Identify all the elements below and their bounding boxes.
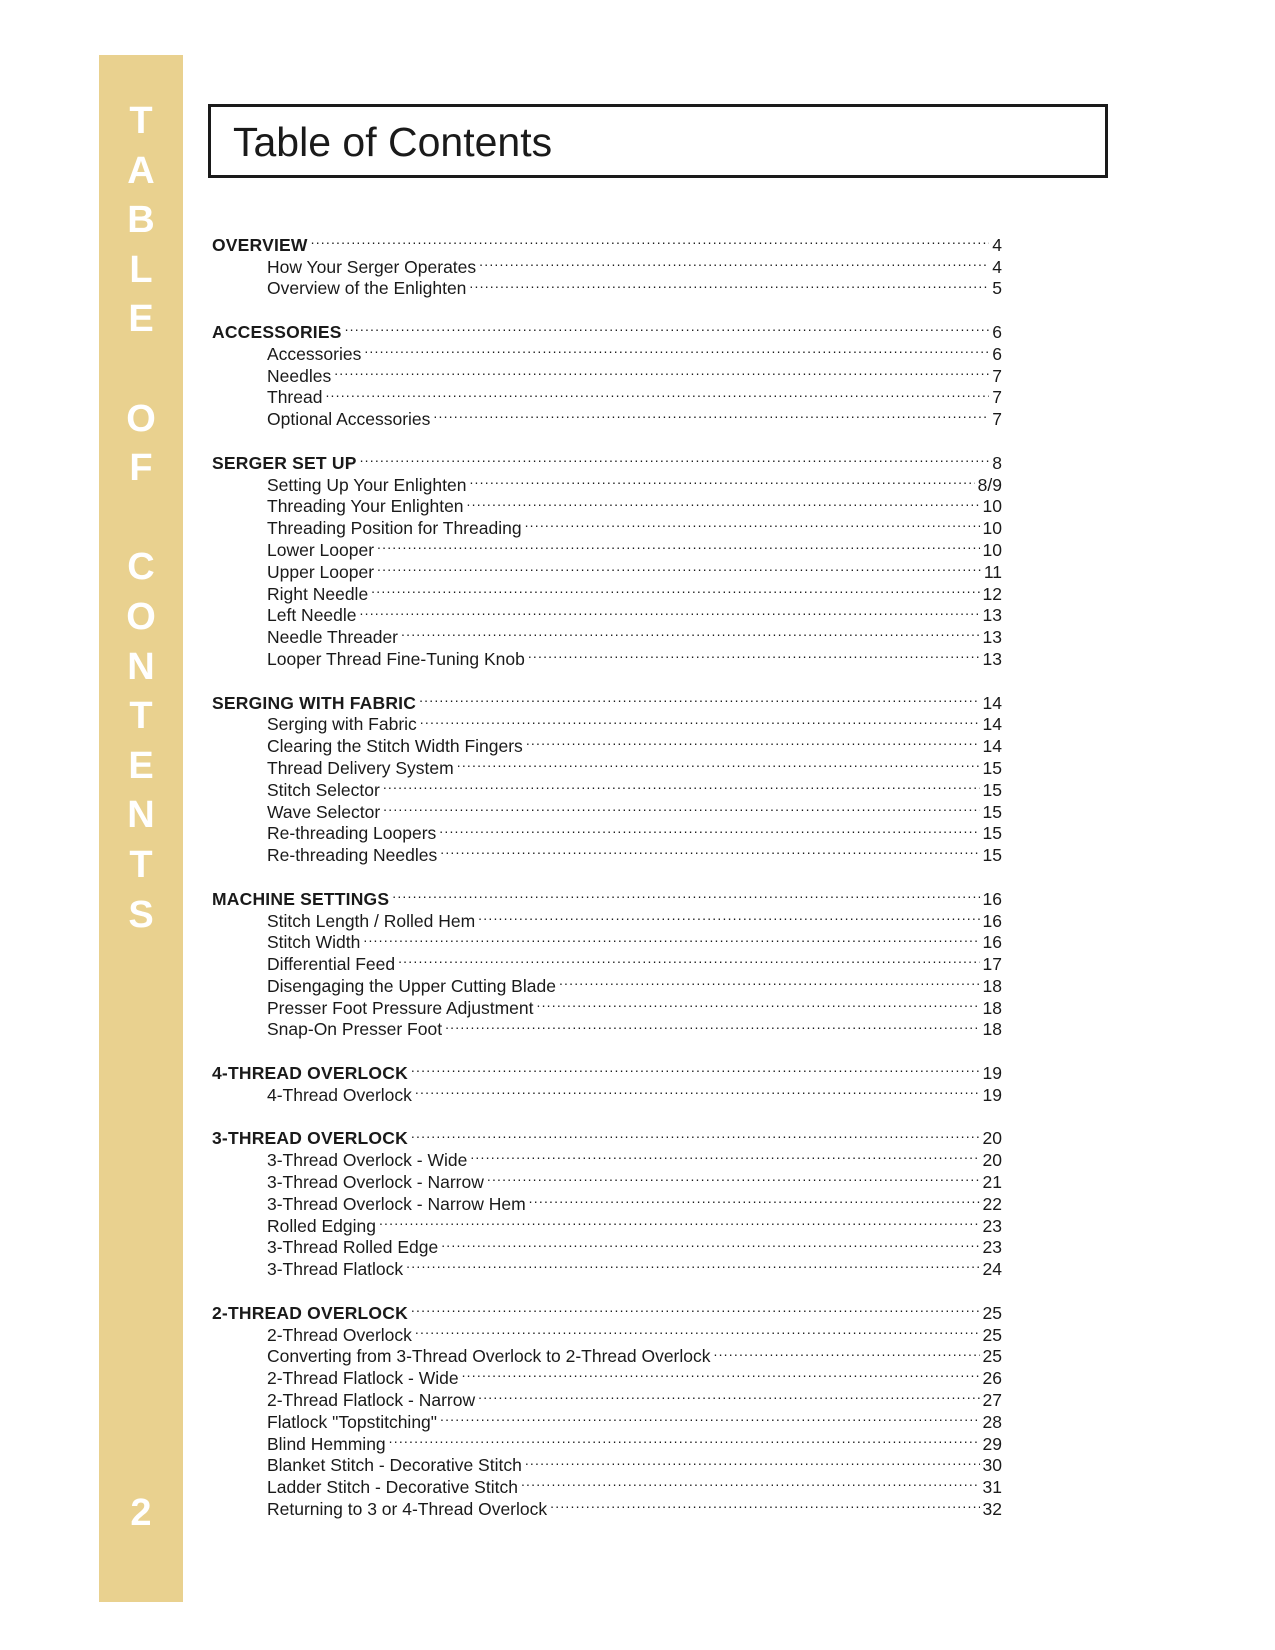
dot-leader [478,905,979,927]
dot-leader [334,360,989,382]
toc-entry-label: Threading Position for Threading [267,518,522,539]
toc-entry [212,382,1002,408]
dot-leader [389,1428,980,1450]
side-band-letter: B [127,199,155,242]
toc-entry-label: Needles [267,365,332,386]
toc-entry [212,251,1002,277]
toc-section [212,1057,1002,1105]
dot-leader [311,229,990,251]
toc-entry-page: 21 [982,1172,1002,1193]
toc-heading-page: 8 [992,452,1002,473]
toc-entry-page: 5 [992,278,1002,299]
toc-entry-page: 14 [982,714,1002,735]
toc-section [212,316,1002,430]
toc-entry-label: How Your Serger Operates [267,256,477,277]
toc-heading-page: 4 [992,234,1002,255]
toc-entry-label: Looper Thread Fine-Tuning Knob [267,648,525,669]
toc-entry-label: Stitch Selector [267,779,380,800]
toc-entry [212,403,1002,430]
dot-leader [478,1384,979,1406]
toc-entry-page: 30 [982,1455,1002,1476]
toc-entry-page: 10 [982,518,1002,539]
dot-leader [383,796,979,818]
toc-heading [212,447,1002,473]
toc-entry-label: Stitch Width [267,932,361,953]
dot-leader [479,251,989,273]
toc-entry-page: 13 [982,648,1002,669]
toc-entry-page: 15 [982,757,1002,778]
toc-section [212,883,1002,1040]
toc-heading-label: MACHINE SETTINGS [212,888,390,909]
toc-entry-label: Setting Up Your Enlighten [267,474,467,495]
side-band-letter [99,494,183,544]
toc-entry-label: Lower Looper [267,539,375,560]
dot-leader [445,1014,979,1036]
dot-leader [714,1341,980,1363]
toc-entry-page: 6 [992,343,1002,364]
dot-leader [360,600,980,622]
toc-heading-page: 16 [982,888,1002,909]
toc-entry-page: 7 [992,387,1002,408]
toc-section [212,229,1002,299]
dot-leader [469,273,989,295]
toc-heading [212,229,1002,255]
toc-entry-page: 29 [982,1433,1002,1454]
toc-entry-label: Thread [267,387,323,408]
toc-entry-page: 10 [982,496,1002,517]
dot-leader [469,469,974,491]
side-band-vertical-title [99,97,183,940]
dot-leader [433,403,989,425]
toc-entry-page: 20 [982,1150,1002,1171]
dot-leader [529,1188,980,1210]
dot-leader [439,818,979,840]
dot-leader [537,992,980,1014]
toc-entry-label: 3-Thread Overlock - Narrow Hem [267,1193,526,1214]
toc-entry-label: Flatlock "Topstitching" [267,1411,437,1432]
toc-entry-page: 27 [982,1390,1002,1411]
dot-leader [420,709,980,731]
toc-entry-page: 22 [982,1193,1002,1214]
dot-leader [415,1079,980,1101]
toc-entry-page: 17 [982,954,1002,975]
toc-section [212,1123,1002,1280]
toc-entry-label: 2-Thread Overlock [267,1324,412,1345]
side-band-letter: O [126,595,156,638]
toc-entry-page: 8/9 [977,474,1002,495]
dot-leader [525,512,980,534]
dot-leader [364,338,989,360]
toc-entry-page: 18 [982,1019,1002,1040]
dot-leader [383,774,980,796]
toc-entry-page: 16 [982,910,1002,931]
toc-entry-page: 12 [982,583,1002,604]
toc-entry-page: 18 [982,975,1002,996]
toc-entry-label: Clearing the Stitch Width Fingers [267,736,523,757]
toc-heading [212,1123,1002,1149]
dot-leader [526,730,980,752]
toc-entry-label: Needle Threader [267,627,399,648]
side-band-letter: T [129,843,153,886]
toc-entry-label: Accessories [267,343,362,364]
dot-leader [411,1057,980,1079]
toc-entry-page: 7 [992,365,1002,386]
side-band-letter: O [126,397,156,440]
toc-heading [212,883,1002,909]
toc-heading-label: OVERVIEW [212,234,308,255]
side-band-letter: A [127,149,155,192]
dot-leader [411,1297,980,1319]
dot-leader [440,1406,980,1428]
toc-entry-label: Converting from 3-Thread Overlock to 2-Thread Overlock [267,1346,711,1367]
toc-entry-page: 28 [982,1411,1002,1432]
toc-heading-page: 19 [982,1063,1002,1084]
toc-entry-label: Presser Foot Pressure Adjustment [267,997,534,1018]
side-band [99,55,183,1602]
toc-entry-page: 26 [982,1368,1002,1389]
dot-leader [363,927,979,949]
toc-entry-page: 11 [983,561,1002,582]
dot-leader [528,643,980,665]
dot-leader [360,447,990,469]
side-band-letter: T [129,695,153,738]
dot-leader [440,839,979,861]
toc-entry-page: 25 [982,1346,1002,1367]
toc-heading-page: 20 [982,1128,1002,1149]
side-band-letter: L [129,248,153,291]
dot-leader [550,1493,979,1515]
toc-entry-page: 25 [982,1324,1002,1345]
toc-entry-page: 4 [992,256,1002,277]
dot-leader [325,382,989,404]
side-band-letter: S [128,893,154,936]
table-of-contents [212,229,1002,1537]
toc-entry-page: 24 [982,1259,1002,1280]
toc-heading-label: ACCESSORIES [212,321,342,342]
toc-entry-label: 3-Thread Flatlock [267,1259,404,1280]
toc-entry-label: Serging with Fabric [267,714,417,735]
toc-heading-page: 14 [982,692,1002,713]
dot-leader [392,883,979,905]
dot-leader [377,556,981,578]
page-title: Table of Contents [233,119,553,165]
toc-entry-label: Blind Hemming [267,1433,386,1454]
toc-heading [212,316,1002,342]
toc-heading-label: SERGING WITH FABRIC [212,692,417,713]
toc-heading-page: 25 [982,1302,1002,1323]
toc-entry-label: 4-Thread Overlock [267,1084,412,1105]
toc-entry-page: 15 [982,779,1002,800]
toc-entry-label: Thread Delivery System [267,757,454,778]
toc-entry-label: Threading Your Enlighten [267,496,464,517]
toc-heading-page: 6 [992,321,1002,342]
side-band-letter: N [127,794,155,837]
toc-entry-page: 13 [982,605,1002,626]
toc-entry-label: Wave Selector [267,801,381,822]
toc-entry-page: 15 [982,845,1002,866]
toc-entry-page: 23 [982,1237,1002,1258]
toc-entry-label: Re-threading Needles [267,845,438,866]
toc-entry-label: Upper Looper [267,561,375,582]
toc-entry-page: 10 [982,539,1002,560]
toc-heading [212,1057,1002,1084]
dot-leader [345,316,990,338]
toc-entry-page: 32 [982,1499,1002,1520]
toc-entry-page: 15 [982,801,1002,822]
toc-entry-label: Ladder Stitch - Decorative Stitch [267,1477,518,1498]
toc-heading-label: 2-THREAD OVERLOCK [212,1302,408,1323]
dot-leader [401,621,980,643]
dot-leader [525,1450,980,1472]
toc-entry-label: Blanket Stitch - Decorative Stitch [267,1455,522,1476]
toc-entry-page: 7 [992,409,1002,430]
toc-heading-label: 3-THREAD OVERLOCK [212,1128,408,1149]
toc-entry-label: 3-Thread Overlock - Wide [267,1150,468,1171]
dot-leader [371,578,979,600]
dot-leader [470,1144,979,1166]
dot-leader [379,1210,980,1232]
toc-entry-label: 3-Thread Overlock - Narrow [267,1172,484,1193]
dot-leader [559,970,980,992]
dot-leader [487,1166,980,1188]
toc-entry-label: 2-Thread Flatlock - Narrow [267,1390,476,1411]
dot-leader [462,1362,980,1384]
toc-entry-label: Overview of the Enlighten [267,278,467,299]
toc-heading [212,687,1002,713]
toc-entry-page: 31 [982,1477,1002,1498]
dot-leader [411,1123,980,1145]
toc-entry-label: Rolled Edging [267,1215,376,1236]
side-band-letter [99,345,183,395]
side-band-letter: T [129,100,153,142]
side-band-letter: C [127,546,155,589]
side-band-letter: N [127,645,155,688]
dot-leader [398,948,979,970]
side-band-letter: E [128,744,154,787]
toc-entry-page: 13 [982,627,1002,648]
toc-entry-label: 2-Thread Flatlock - Wide [267,1368,459,1389]
side-band-letter: F [129,447,153,490]
dot-leader [415,1319,980,1341]
side-band-letter: E [128,298,154,341]
toc-entry-page: 19 [982,1084,1002,1105]
toc-heading-label: SERGER SET UP [212,452,357,473]
toc-entry-label: Left Needle [267,605,357,626]
toc-entry-label: Differential Feed [267,954,396,975]
toc-entry-label: Snap-On Presser Foot [267,1019,443,1040]
title-box [208,104,1108,178]
dot-leader [419,687,979,709]
toc-entry-label: Right Needle [267,583,369,604]
toc-entry-page: 18 [982,997,1002,1018]
dot-leader [467,491,980,513]
toc-heading [212,1297,1002,1323]
toc-entry-label: Stitch Length / Rolled Hem [267,910,476,931]
dot-leader [457,752,980,774]
toc-entry-page: 15 [982,823,1002,844]
toc-entry-label: 3-Thread Rolled Edge [267,1237,439,1258]
toc-entry-page: 23 [982,1215,1002,1236]
toc-section [212,447,1002,669]
dot-leader [377,534,980,556]
dot-leader [406,1253,979,1275]
page-number: 2 [130,1492,152,1534]
toc-entry-page: 14 [982,736,1002,757]
toc-entry-label: Disengaging the Upper Cutting Blade [267,975,556,996]
toc-entry-label: Returning to 3 or 4-Thread Overlock [267,1499,548,1520]
toc-heading-label: 4-THREAD OVERLOCK [212,1063,408,1084]
toc-entry-page: 16 [982,932,1002,953]
toc-entry-label: Re-threading Loopers [267,823,437,844]
dot-leader [521,1471,980,1493]
toc-section [212,1297,1002,1520]
dot-leader [441,1232,979,1254]
toc-entry-label: Optional Accessories [267,409,431,430]
toc-section [212,687,1002,866]
